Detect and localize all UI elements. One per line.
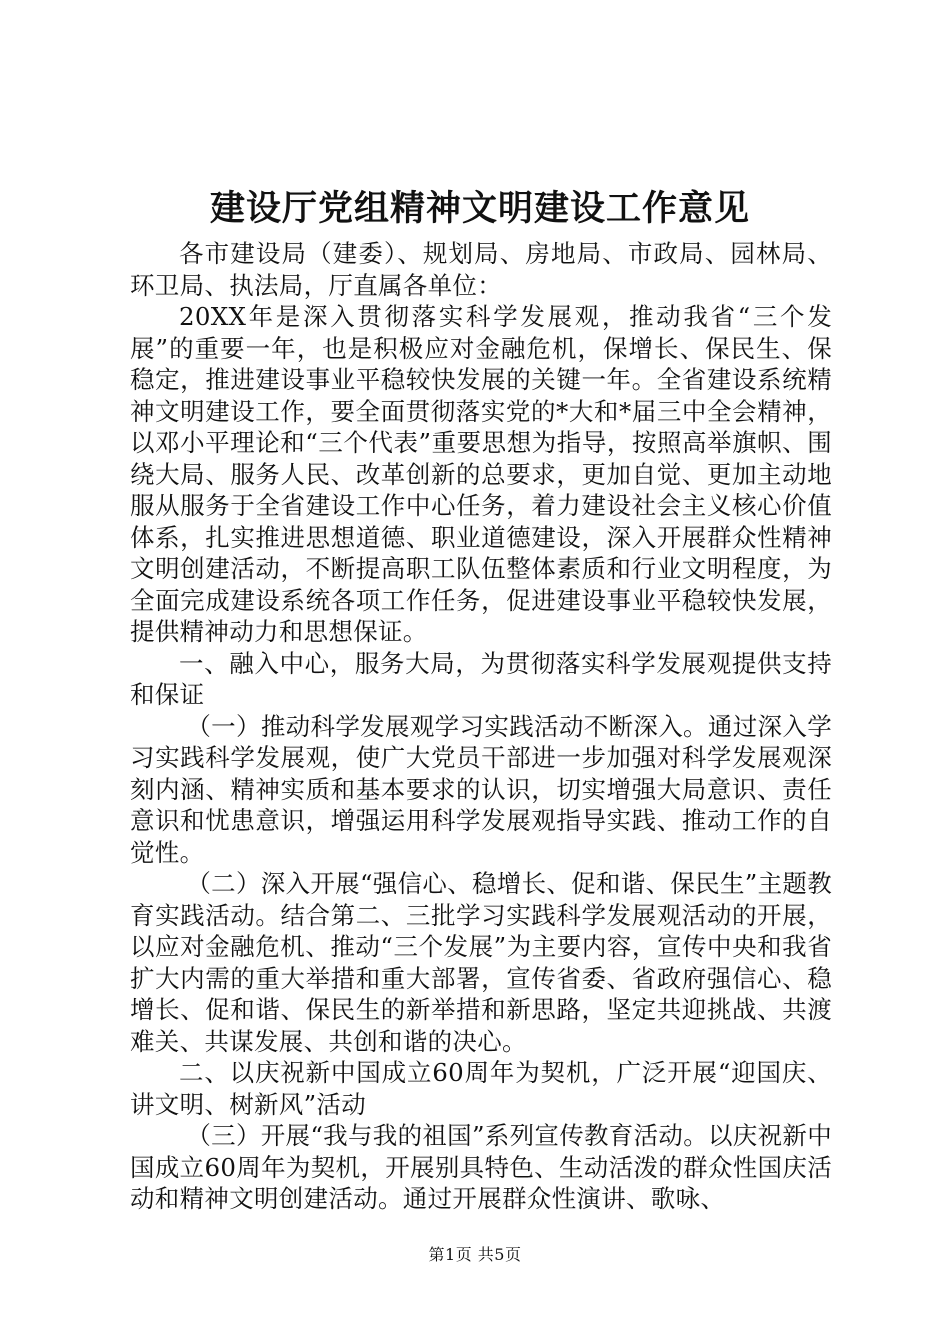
document-body xyxy=(130,238,832,1215)
page-footer: 第1页 共5页 xyxy=(428,1245,522,1264)
intro-paragraph: 20XX年是深入贯彻落实科学发展观，推动我省“三个发展”的重要一年，也是积极应对金融危机，保增长、保民生、保稳定，推进建设事业平稳较快发展的关键一年。全省建设系统精神文明建设工作，要全面贯彻落实党的*大和*届三中全会精神，以邓小平理论和“三个代表”重要思想为指导，按照高举旗帜、围绕大局、服务人民、改革创新的总要求，更加自觉、更加主动地服从服务于全省建设工作中心任务，着力建设社会主义核心价值体系，扎实推进思想道德、职业道德建设，深入开展群众性精神文明创建活动，不断提高职工队伍整体素质和行业文明程度，为全面完成建设系统各项工作任务，促进建设事业平稳较快发展，提供精神动力和思想保证。 xyxy=(130,302,832,646)
subsection-paragraph-3: （三）开展“我与我的祖国”系列宣传教育活动。以庆祝新中国成立60周年为契机，开展别具特色、生动活泼的群众性国庆活动和精神文明创建活动。通过开展群众性演讲、歌咏、 xyxy=(130,1121,832,1213)
subsection-paragraph-2: （二）深入开展“强信心、稳增长、促和谐、保民生”主题教育实践活动。结合第二、三批学习实践科学发展观活动的开展，以应对金融危机、推动“三个发展”为主要内容，宣传中央和我省扩大内需的重大举措和重大部署，宣传省委、省政府强信心、稳增长、促和谐、保民生的新举措和新思路，坚定共迎挑战、共渡难关、共谋发展、共创和谐的决心。 xyxy=(130,869,832,1056)
document-title: 建设厅党组精神文明建设工作意见 xyxy=(209,188,750,229)
subsection-paragraph-1: （一）推动科学发展观学习实践活动不断深入。通过深入学习实践科学发展观，使广大党员干部进一步加强对科学发展观深刻内涵、精神实质和基本要求的认识，切实增强大局意识、责任意识和忧患意识，增强运用科学发展观指导实践、推动工作的自觉性。 xyxy=(130,711,832,867)
salutation-paragraph: 各市建设局（建委）、规划局、房地局、市政局、园林局、环卫局、执法局，厅直属各单位： xyxy=(130,239,832,300)
section-heading-1: 一、融入中心，服务大局，为贯彻落实科学发展观提供支持和保证 xyxy=(130,648,832,709)
section-heading-2: 二、以庆祝新中国成立60周年为契机，广泛开展“迎国庆、讲文明、树新风”活动 xyxy=(130,1058,832,1119)
